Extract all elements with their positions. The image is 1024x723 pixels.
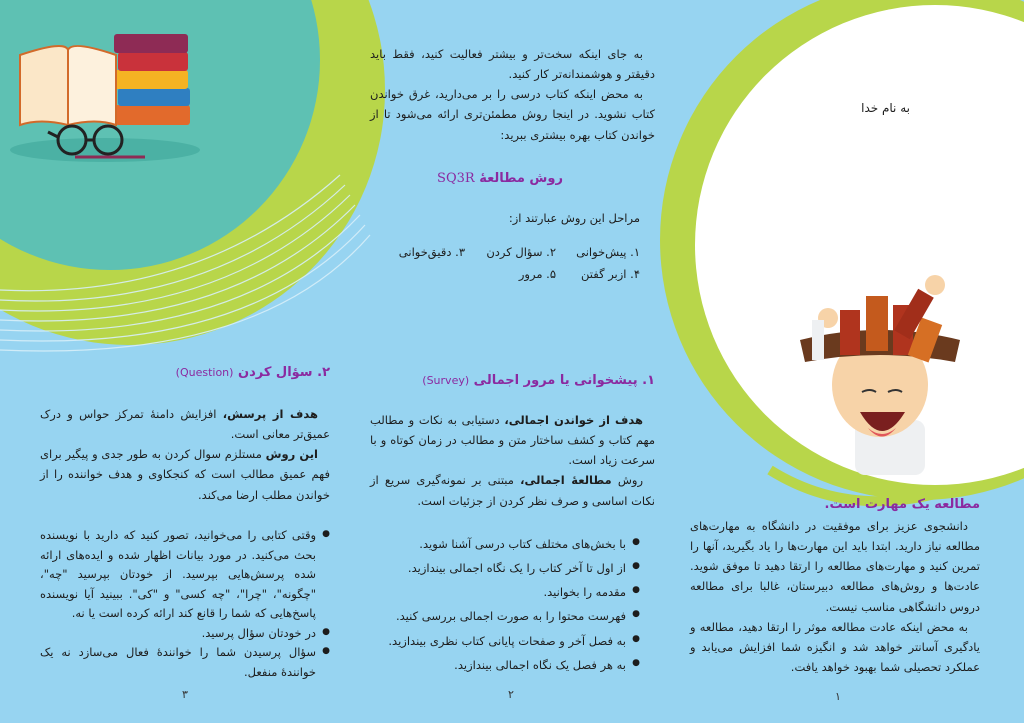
bullet: ● وقتی کتابی را می‌خوانید، تصور کنید که دارید با نویسنده بحث می‌کنید. در مورد بیانات اظهار شده و ایده‌های ارائه شده پرسش‌هایی بپرسید. از خودتان بپرسید "چه"، "چگونه"، "چرا"، "چه کسی" و "کی". ببینید آیا نویسنده پاسخ‌هایی که شما را قانع کند ارائه کرده است یا نه. (40, 526, 316, 624)
method-title-fa: روش مطالعهٔ (479, 171, 563, 186)
page-number-2: ۲ (508, 688, 514, 701)
bullet: ● با بخش‌های مختلف کتاب درسی آشنا شوید. (370, 532, 626, 556)
section1-title (380, 370, 655, 393)
section2-method (40, 444, 330, 504)
step-1: ۱. پیش‌خوانی (576, 245, 640, 259)
method-title (400, 168, 600, 191)
step-5: ۵. مرور (518, 267, 556, 281)
section2-method-text: مستلزم سوال کردن به طور جدی و پیگیر برای فهم عمیق مطالب است که کنجکاوی و هدف خواننده را از خواندن مطلب ارضا می‌کند. (40, 447, 330, 502)
bullet: ● به هر فصل یک نگاه اجمالی بیندازید. (370, 653, 626, 677)
section2-title (40, 362, 330, 385)
section1-goal (370, 410, 655, 470)
section1-title-en: (Survey) (422, 374, 470, 387)
section1-bullets (370, 532, 640, 677)
page-number-1: ۱ (835, 690, 841, 703)
method-title-en: SQ3R (437, 171, 475, 186)
books-and-glasses-icon (10, 34, 200, 162)
step-3: ۳. دقیق‌خوانی (398, 245, 465, 259)
bullet: ● مقدمه را بخوانید. (370, 580, 626, 604)
section1-method-bold: مطالعهٔ اجمالی، (520, 473, 612, 488)
basmala: به نام خدا (861, 101, 910, 115)
section2-goal-bold: هدف از پرسش، (222, 407, 319, 421)
panel1-body (690, 516, 980, 677)
panel2-intro-1: به جای اینکه سخت‌تر و بیشتر فعالیت کنید، فقط باید دقیقتر و هوشمندانه‌تر کار کنید. (370, 47, 655, 82)
section1-goal-text: دستیابی به نکات و مطالب مهم کتاب و کشف ساختار متن و مطالب در زمان کوتاه و با سرعت زیاد است. (370, 413, 655, 468)
step-4: ۴. ازبر گفتن (581, 267, 640, 281)
section2-bullets (40, 526, 330, 682)
bullet: ● در خودتان سؤال پرسید. (40, 624, 316, 644)
steps-intro: مراحل این روش عبارتند از: (508, 211, 640, 225)
panel1-paragraph-1: دانشجوی عزیز برای موفقیت در دانشگاه به مهارت‌های مطالعه نیاز دارید. ابتدا باید این مهارت‌ها را یاد بگیرید، آنها را تمرین کنید و مهارت‌های مطالعه را ارتقا دهید تا موفق شوید. عادت‌ها و روش‌های مطالعه دبیرستان، غالبا برای مطالعه دروس دانشگاهی مناسب نیست. (690, 519, 980, 614)
panel1-title: مطالعه یک مهارت است. (824, 497, 980, 512)
section1-goal-bold: هدف از خواندن اجمالی، (504, 413, 643, 427)
section1-method-text: مبتنی بر نمونه‌گیری سریع از نکات اساسی و صرف نظر کردن از جزئیات است. (370, 473, 655, 508)
bullet: ● به فصل آخر و صفحات پایانی کتاب نظری بیندازید. (370, 629, 626, 653)
panel2-intro (370, 44, 655, 145)
section1-body (370, 410, 655, 511)
section2-title-fa: ۲. سؤال کردن (237, 365, 330, 380)
panel2-intro-2: به محض اینکه کتاب درسی را بر می‌دارید، غرق خواندن کتاب نشوید. در اینجا روش مطمئن‌تری ارائه می‌شود تا از خواندن کتاب بهره بیشتری ببرید: (370, 87, 655, 142)
panel1-paragraph-2: به محض اینکه عادت مطالعه موثر را ارتقا دهید، مطالعه و یادگیری آسانتر خواهد شد و انگیزه شما افزایش می‌یابد و عملکرد تحصیلی شما بهبود خواهد یافت. (690, 619, 980, 674)
section1-method-prefix: روش (611, 473, 643, 488)
section2-goal-text: افزایش دامنهٔ تمرکز حواس و درک عمیق‌تر معانی است. (40, 407, 330, 442)
bullet: ● فهرست محتوا را به صورت اجمالی بررسی کنید. (370, 604, 626, 628)
section2-method-bold: این روش (265, 447, 318, 462)
page-number-3: ۳ (182, 688, 188, 701)
step-2: ۲. سؤال کردن (486, 245, 556, 259)
section1-title-fa: ۱. پیشخوانی یا مرور اجمالی (473, 373, 655, 388)
section2-goal (40, 404, 330, 444)
section2-body (40, 404, 330, 505)
section2-title-en: (Question) (175, 366, 234, 379)
steps-list (380, 245, 640, 285)
bullet: ● سؤال پرسیدن شما را خوانندهٔ فعال می‌سازد نه یک خوانندهٔ منفعل. (40, 643, 316, 682)
section1-method (370, 470, 655, 510)
bullet: ● از اول تا آخر کتاب را یک نگاه اجمالی بیندازید. (370, 556, 626, 580)
